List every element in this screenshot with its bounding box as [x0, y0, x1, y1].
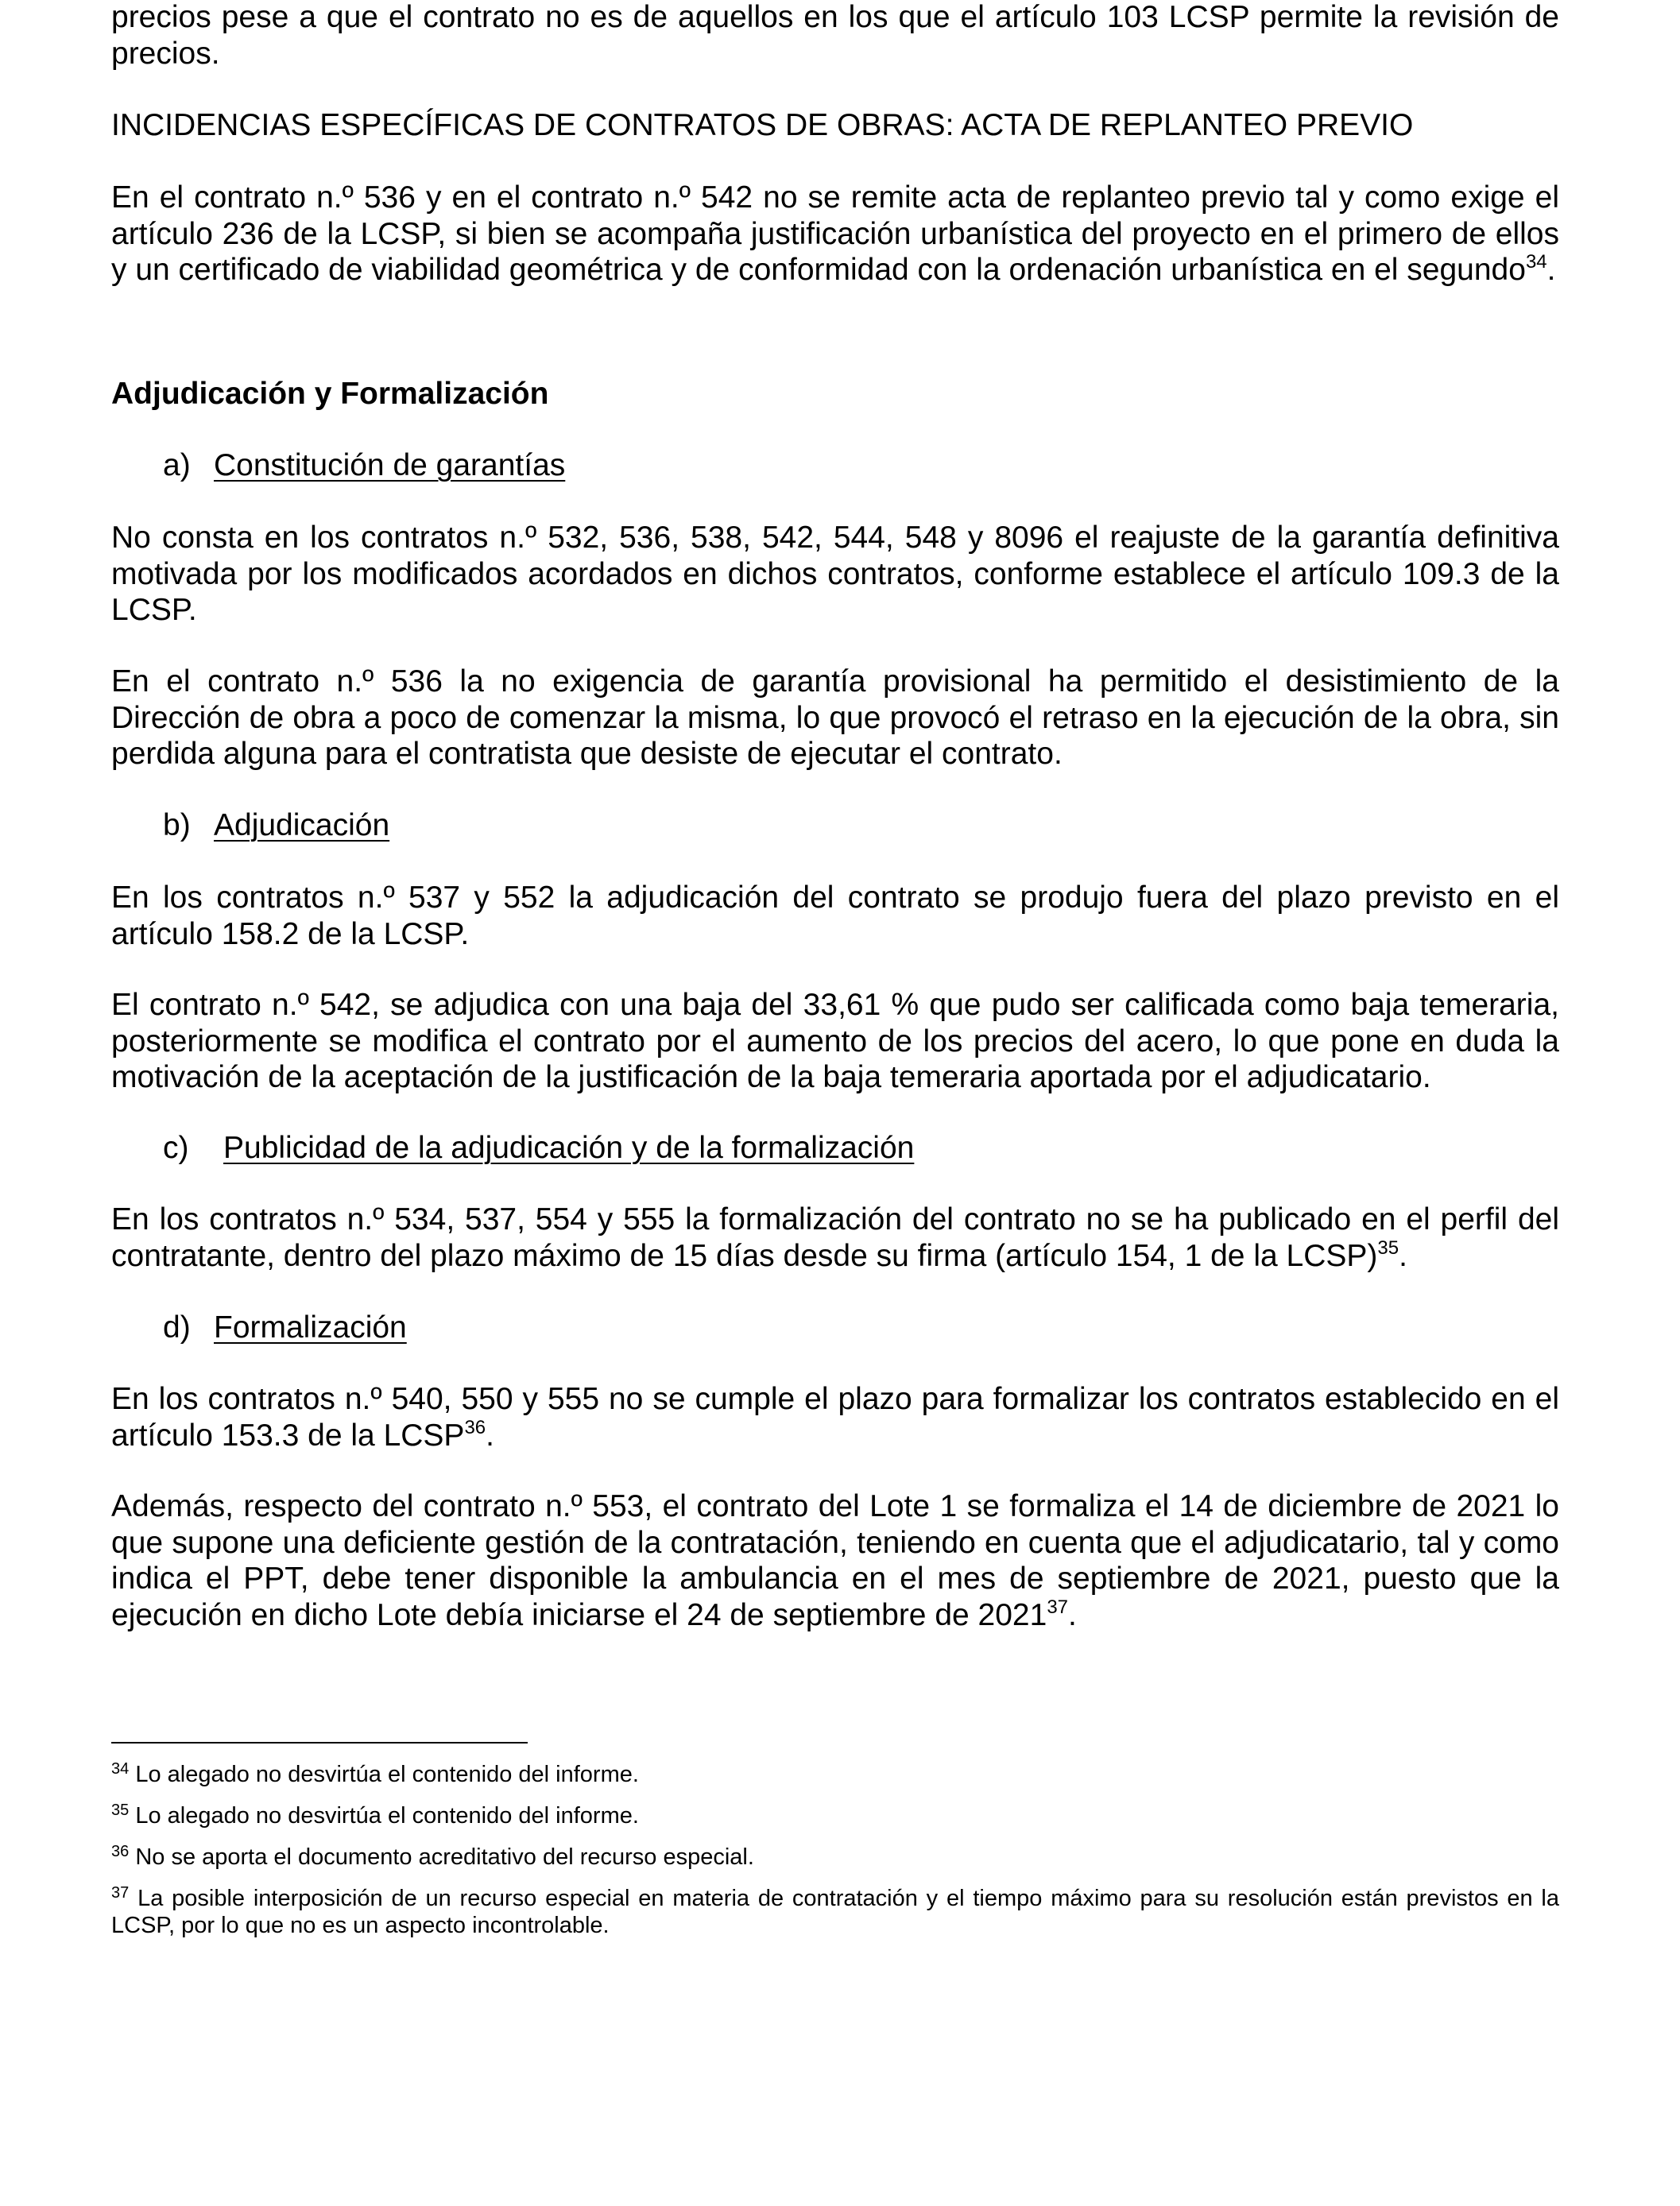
- footnote-ref[interactable]: 34: [1525, 251, 1547, 273]
- list-label: Constitución de garantías: [214, 448, 566, 482]
- paragraph-replanteo: En el contrato n.º 536 y en el contrato n.º 542 no se remite acta de replanteo previo tal y como exige el artículo 236 de la LCSP, si bien se acompaña justificación urbanística del proyecto en el primero de ellos y un certificado de viabilidad geométrica y de conformidad con la ordenación urbanística en el segundo$^{34}$.: [111, 180, 1559, 287]
- footnote-number: 36: [111, 1843, 130, 1860]
- paragraph-text: En los contratos n.º 534, 537, 554 y 555 la formalización del contrato no se ha publicado en el perfil del contratante, dentro del plazo máximo de 15 días desde su firma (artículo 154, 1 de la LCSP): [111, 1202, 1559, 1273]
- footnote-text: Lo alegado no desvirtúa el contenido del informe.: [135, 1803, 639, 1829]
- section-heading: Adjudicación y Formalización: [111, 377, 549, 411]
- paragraph-formalizacion: En los contratos n.º 540, 550 y 555 no se cumple el plazo para formalizar los contratos establecido en el artículo 153.3 de la LCSP$^{36}$.: [111, 1382, 1559, 1453]
- paragraph-publicidad: En los contratos n.º 534, 537, 554 y 555 la formalización del contrato no se ha publicado en el perfil del contratante, dentro del plazo máximo de 15 días desde su firma (artículo 154, 1 de la LCSP)$^{35}$.: [111, 1202, 1559, 1273]
- footnote-text: La posible interposición de un recurso especial en materia de contratación y el tiempo máximo para su resolución están previstos en la LCSP, por lo que no es un aspecto incontrolable.: [111, 1886, 1560, 1938]
- paragraph-garantias: No consta en los contratos n.º 532, 536, 538, 542, 544, 548 y 8096 el reajuste de la garantía definitiva motivada por los modificados acordados en dichos contratos, conforme establece el artículo 109.3 de la LCSP.: [111, 521, 1559, 627]
- footnote-text: No se aporta el documento acreditativo del recurso especial.: [135, 1844, 754, 1870]
- footnote-text: Lo alegado no desvirtúa el contenido del informe.: [135, 1762, 639, 1787]
- list-label: Adjudicación: [214, 808, 390, 842]
- paragraph-text: En los contratos n.º 540, 550 y 555 no se cumple el plazo para formalizar los contratos establecido en el artículo 153.3 de la LCSP: [111, 1382, 1559, 1453]
- footnote-ref[interactable]: 35: [1377, 1237, 1399, 1259]
- footnote-number: 34: [111, 1760, 130, 1778]
- paragraph-baja-temeraria: El contrato n.º 542, se adjudica con una baja del 33,61 % que pudo ser calificada como baja temeraria, posteriormente se modifica el contrato por el aumento de los precios del acero, lo que pone en duda la motivación de la aceptación de la justificación de la baja temeraria aportada por el adjudicatario.: [111, 988, 1559, 1094]
- list-marker: c): [163, 1131, 189, 1165]
- paragraph-continuation: precios pese a que el contrato no es de aquellos en los que el artículo 103 LCSP permite la revisión de precios.: [111, 0, 1559, 71]
- list-label: Formalización: [214, 1310, 407, 1345]
- list-label: Publicidad de la adjudicación y de la formalización: [223, 1131, 915, 1165]
- footnote-35: [111, 1803, 1559, 1830]
- list-marker: a): [163, 448, 191, 482]
- list-marker: d): [163, 1310, 191, 1345]
- footnote-ref[interactable]: 36: [464, 1416, 486, 1438]
- list-marker: b): [163, 808, 191, 842]
- footnote-36: [111, 1844, 1559, 1871]
- paragraph-text: En el contrato n.º 536 y en el contrato n.º 542 no se remite acta de replanteo previo tal y como exige el artículo 236 de la LCSP, si bien se acompaña justificación urbanística del proyecto en el primero de ellos y un certificado de viabilidad geométrica y de conformidad con la ordenación urbanística en el segundo: [111, 180, 1559, 287]
- footnote-separator: [111, 1742, 528, 1744]
- paragraph-adjudicacion: En los contratos n.º 537 y 552 la adjudicación del contrato se produjo fuera del plazo previsto en el artículo 158.2 de la LCSP.: [111, 880, 1559, 951]
- footnote-number: 35: [111, 1802, 130, 1819]
- paragraph-garantia-provisional: En el contrato n.º 536 la no exigencia de garantía provisional ha permitido el desistimiento de la Dirección de obra a poco de comenzar la misma, lo que provocó el retraso en la ejecución de la obra, sin perdida alguna para el contratista que desiste de ejecutar el contrato.: [111, 664, 1559, 771]
- section-title-replanteo: INCIDENCIAS ESPECÍFICAS DE CONTRATOS DE OBRAS: ACTA DE REPLANTEO PREVIO: [111, 108, 1414, 142]
- footnote-37: [111, 1886, 1559, 1939]
- footnote-number: 37: [111, 1884, 130, 1902]
- footnote-34: [111, 1762, 1559, 1789]
- paragraph-text: Además, respecto del contrato n.º 553, el contrato del Lote 1 se formaliza el 14 de diciembre de 2021 lo que supone una deficiente gestión de la contratación, teniendo en cuenta que el adjudicatario, tal y como indica el PPT, debe tener disponible la ambulancia en el mes de septiembre de 2021, puesto que la ejecución en dicho Lote debía iniciarse el 24 de septiembre de 2021: [111, 1489, 1559, 1632]
- paragraph-lote: Además, respecto del contrato n.º 553, el contrato del Lote 1 se formaliza el 14 de diciembre de 2021 lo que supone una deficiente gestión de la contratación, teniendo en cuenta que el adjudicatario, tal y como indica el PPT, debe tener disponible la ambulancia en el mes de septiembre de 2021, puesto que la ejecución en dicho Lote debía iniciarse el 24 de septiembre de 2021$^{37}$.: [111, 1489, 1559, 1632]
- footnote-ref[interactable]: 37: [1047, 1596, 1069, 1618]
